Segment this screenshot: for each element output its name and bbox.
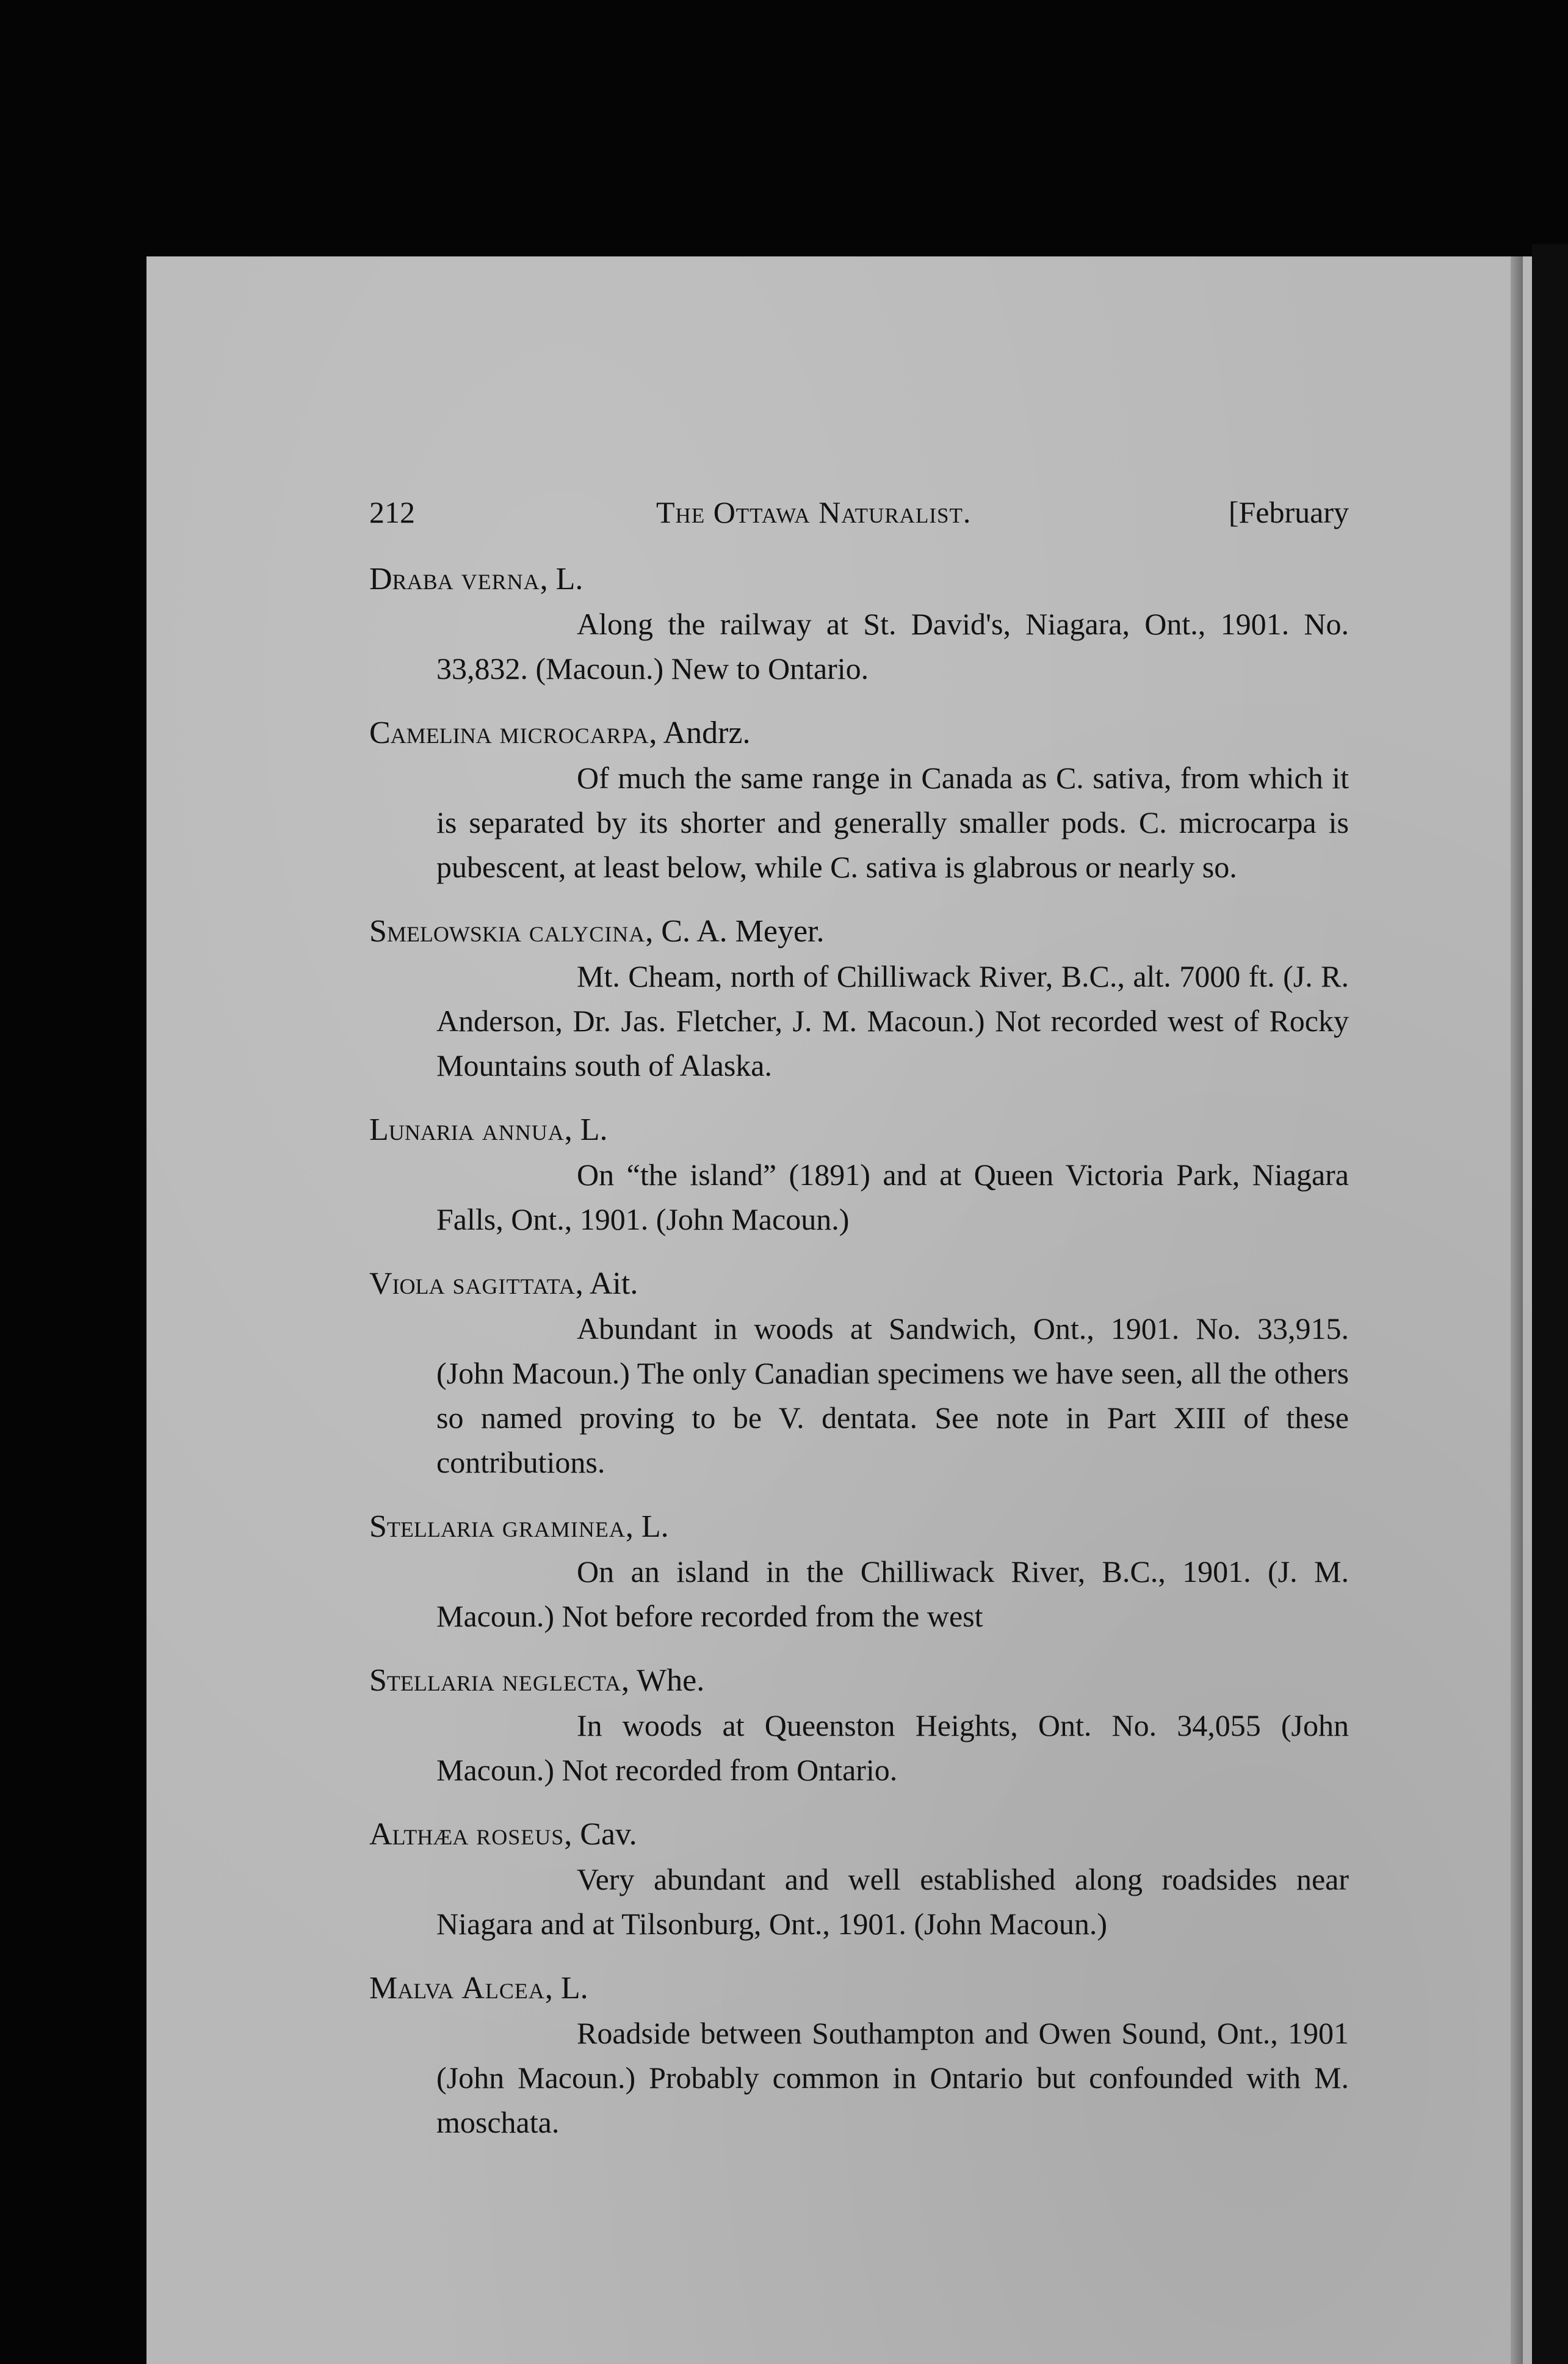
species-entry bbox=[369, 1504, 1349, 1639]
species-description: On an island in the Chilliwack River, B.C., 1901. (J. M. Macoun.) Not before recorded from the west bbox=[436, 1554, 1349, 1633]
species-heading: Stellaria graminea, L. bbox=[369, 1509, 669, 1544]
species-heading: Althæa roseus, Cav. bbox=[369, 1817, 637, 1852]
species-entry bbox=[369, 1261, 1349, 1485]
species-heading: Smelowskia calycina, C. A. Meyer. bbox=[369, 914, 825, 949]
species-heading: Lunaria annua, L. bbox=[369, 1112, 608, 1147]
species-heading: Stellaria neglecta, Whe. bbox=[369, 1663, 705, 1698]
species-description: Roadside between Southampton and Owen Sound, Ont., 1901 (John Macoun.) Probably common in Ontario but confounded with M. moschata. bbox=[436, 2016, 1349, 2139]
species-entry bbox=[369, 1966, 1349, 2145]
species-entry bbox=[369, 1658, 1349, 1793]
species-entry bbox=[369, 909, 1349, 1088]
species-description: Abundant in woods at Sandwich, Ont., 1901. No. 33,915. (John Macoun.) The only Canadian specimens we have seen, all the others so named proving to be V. dentata. See note in Part XIII of these contributions. bbox=[436, 1311, 1349, 1479]
species-description: Mt. Cheam, north of Chilliwack River, B.C., alt. 7000 ft. (J. R. Anderson, Dr. Jas. Fletcher, J. M. Macoun.) Not recorded west of Rocky Mountains south of Alaska. bbox=[436, 959, 1349, 1082]
species-entry bbox=[369, 1108, 1349, 1242]
species-heading: Draba verna, L. bbox=[369, 562, 583, 596]
species-description: Along the railway at St. David's, Niagara, Ont., 1901. No. 33,832. (Macoun.) New to Ontario. bbox=[436, 607, 1349, 686]
species-heading: Viola sagittata, Ait. bbox=[369, 1266, 638, 1301]
species-description: On “the island” (1891) and at Queen Victoria Park, Niagara Falls, Ont., 1901. (John Macoun.) bbox=[436, 1158, 1349, 1236]
species-entry bbox=[369, 1812, 1349, 1946]
journal-title: The Ottawa Naturalist. bbox=[656, 495, 972, 529]
species-heading: Camelina microcarpa, Andrz. bbox=[369, 716, 751, 750]
species-entry bbox=[369, 711, 1349, 890]
species-description: Very abundant and well established along roadsides near Niagara and at Tilsonburg, Ont., 1901. (John Macoun.) bbox=[436, 1862, 1349, 1941]
header-month: [February bbox=[1228, 495, 1349, 529]
species-heading: Malva Alcea, L. bbox=[369, 1971, 588, 2006]
species-description: In woods at Queenston Heights, Ont. No. 34,055 (John Macoun.) Not recorded from Ontario. bbox=[436, 1708, 1349, 1787]
page-content bbox=[146, 256, 1532, 2364]
page-number: 212 bbox=[369, 495, 415, 529]
adjacent-page-edge bbox=[1532, 244, 1568, 2364]
species-description: Of much the same range in Canada as C. sativa, from which it is separated by its shorter and generally smaller pods. C. microcarpa is pubescent, at least below, while C. sativa is glabrous or nearly so. bbox=[436, 761, 1349, 884]
text-column bbox=[369, 488, 1349, 2145]
running-header bbox=[369, 488, 1349, 537]
species-entry bbox=[369, 557, 1349, 691]
